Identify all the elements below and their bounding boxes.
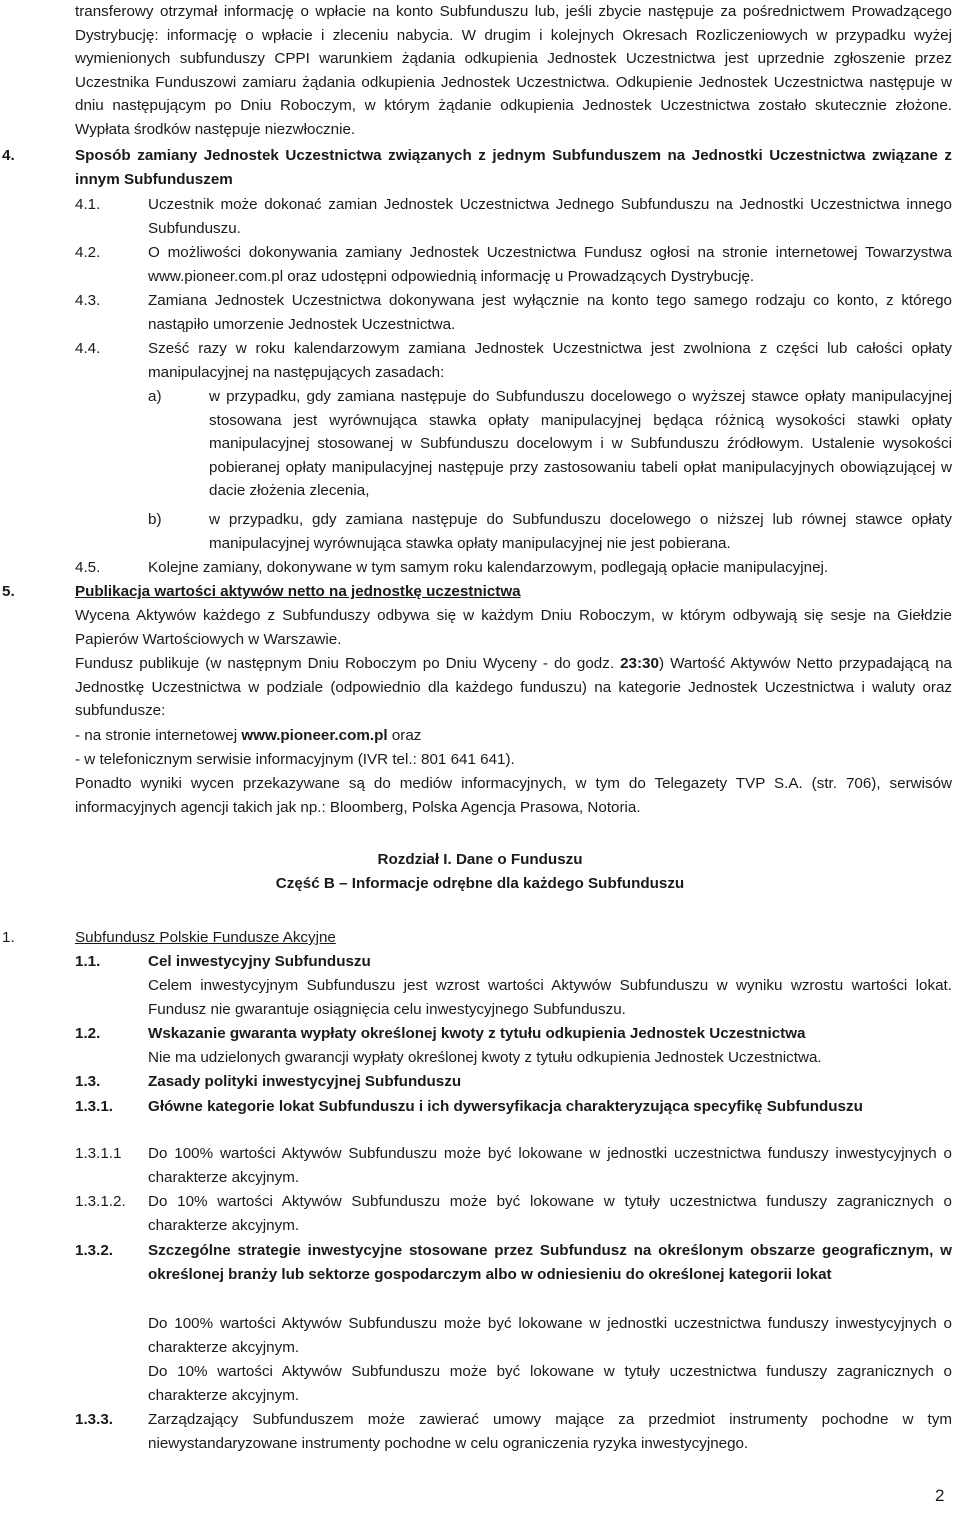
s132-paragraph-1: Do 100% wartości Aktywów Subfunduszu może być lokowane w jednostki uczestnictwa funduszy inwestycyjnych o charakterze akcyjnym. — [148, 1315, 952, 1356]
website-line — [75, 724, 952, 748]
subitem-b-number: b) — [148, 511, 162, 528]
item-4-3-text: Zamiana Jednostek Uczestnictwa dokonywana jest wyłącznie na konto tego samego rodzaju co konto, z którego nastąpiło umorzenie Jednostek Uczestnictwa. — [148, 292, 952, 333]
s1311-number: 1.3.1.1 — [75, 1145, 122, 1162]
s133-text: Zarządzający Subfunduszem może zawierać umowy mające za przedmiot instrumenty pochodne w tym niewystandaryzowane instrumenty pochodne w celu ograniczenia ryzyka inwestycyjnego. — [148, 1411, 952, 1452]
item-4-2-number: 4.2. — [75, 244, 101, 261]
section-4-number: 4. — [2, 147, 15, 164]
chapter-subtitle: Część B – Informacje odrębne dla każdego Subfunduszu — [275, 875, 685, 892]
page-number: 2 — [935, 1486, 945, 1505]
publication-time: 23:30 — [620, 655, 659, 672]
section-5-paragraph-2 — [75, 652, 952, 723]
item-4-5-number: 4.5. — [75, 559, 101, 576]
ivr-line: - w telefonicznym serwisie informacyjnym (IVR tel.: 801 641 641). — [75, 751, 515, 768]
item-4-1-number: 4.1. — [75, 196, 101, 213]
section-1-number: 1. — [2, 929, 15, 946]
s11-text: Celem inwestycyjnym Subfunduszu jest wzrost wartości Aktywów Subfunduszu w wyniku wzrostu wartości lokat. Fundusz nie gwarantuje osiągnięcia celu inwestycyjnego Subfunduszu. — [148, 977, 952, 1018]
item-4-5-text: Kolejne zamiany, dokonywane w tym samym roku kalendarzowym, podlegają opłacie manipulacyjnej. — [148, 559, 829, 576]
s12-heading: Wskazanie gwaranta wypłaty określonej kwoty z tytułu odkupienia Jednostek Uczestnictwa — [148, 1025, 806, 1042]
item-4-2-text: O możliwości dokonywania zamiany Jednostek Uczestnictwa Fundusz ogłosi na stronie internetowej Towarzystwa www.pioneer.com.pl oraz udostępni odpowiednią informację u Prowadzących Dystrybucję. — [148, 244, 952, 285]
section-1-heading: Subfundusz Polskie Fundusze Akcyjne — [75, 929, 336, 946]
subitem-a-text: w przypadku, gdy zamiana następuje do Subfunduszu docelowego o wyższej stawce opłaty manipulacyjnej stosowana jest wyrównująca stawka opłaty manipulacyjnej będąca różnicą wysokości stawki opłaty manipulacyjnej stosowanej w Subfunduszu docelowym i w Subfunduszu źródłowym. Ustalenie wysokości pobieranej opłaty manipulacyjnej następuje przy zastosowaniu tabeli opłat manipulacyjnych obowiązującej w dacie złożenia zlecenia, — [209, 388, 952, 499]
item-4-4-text: Sześć razy w roku kalendarzowym zamiana Jednostek Uczestnictwa jest zwolniona z części lub całości opłaty manipulacyjnej na następujących zasadach: — [148, 340, 952, 381]
s131-number: 1.3.1. — [75, 1098, 113, 1115]
section-5-number: 5. — [2, 583, 15, 600]
publication-text-end: ) Wartość Aktywów Netto przypadającą na Jednostkę Uczestnictwa w podziale (odpowiednio dla każdego funduszu) na kategorie Jednostek Uczestnictwa i waluty oraz subfundusze: — [75, 655, 952, 719]
s13-number: 1.3. — [75, 1073, 101, 1090]
item-4-3-number: 4.3. — [75, 292, 101, 309]
s11-heading: Cel inwestycyjny Subfunduszu — [148, 953, 371, 970]
section-4-heading: Sposób zamiany Jednostek Uczestnictwa związanych z jednym Subfunduszem na Jednostki Uczestnictwa związane z innym Subfunduszem — [75, 147, 952, 188]
s1312-text: Do 10% wartości Aktywów Subfunduszu może być lokowane w tytuły uczestnictwa funduszy zagranicznych o charakterze akcyjnym. — [148, 1193, 952, 1234]
section-5-paragraph-3: Ponadto wyniki wycen przekazywane są do mediów informacyjnych, w tym do Telegazety TVP S.A. (str. 706), serwisów informacyjnych agencji takich jak np.: Bloomberg, Polska Agencja Prasowa, Notoria. — [75, 775, 952, 816]
s1311-text: Do 100% wartości Aktywów Subfunduszu może być lokowane w jednostki uczestnictwa funduszy inwestycyjnych o charakterze akcyjnym. — [148, 1145, 952, 1186]
section-5-paragraph-1: Wycena Aktywów każdego z Subfunduszy odbywa się w każdym Dniu Roboczym, w którym odbywają się sesje na Giełdzie Papierów Wartościowych w Warszawie. — [75, 607, 952, 648]
s133-number: 1.3.3. — [75, 1411, 113, 1428]
item-4-1-text: Uczestnik może dokonać zamian Jednostek Uczestnictwa Jednego Subfunduszu na Jednostki Uczestnictwa innego Subfunduszu. — [148, 196, 952, 237]
website-suffix: oraz — [387, 727, 422, 744]
intro-paragraph: transferowy otrzymał informację o wpłacie na konto Subfunduszu lub, jeśli zbycie następuje za pośrednictwem Prowadzącego Dystrybucję: informację o wpłacie i zleceniu nabycia. W drugim i kolejnych Okresach Rozliczeniowych w przypadku wyżej wymienionych subfunduszy CPPI warunkiem żądania odkupienia Jednostek Uczestnictwa jest uprzednie zgłoszenie przez Uczestnika Funduszowi zamiaru żądania odkupienia Jednostek Uczestnictwa. Odkupienie Jednostek Uczestnictwa następuje w dniu następującym po Dniu Roboczym, w którym żądanie odkupienia Jednostek Uczestnictwa zostało skutecznie złożone. Wypłata środków następuje niezwłocznie. — [75, 3, 952, 138]
s132-heading: Szczególne strategie inwestycyjne stosowane przez Subfundusz na określonym obszarze geograficznym, w określonej branży lub sektorze gospodarczym albo w odniesieniu do określonej kategorii lokat — [148, 1242, 952, 1283]
s12-text: Nie ma udzielonych gwarancji wypłaty określonej kwoty z tytułu odkupienia Jednostek Uczestnictwa. — [148, 1049, 822, 1066]
s132-paragraph-2: Do 10% wartości Aktywów Subfunduszu może być lokowane w tytuły uczestnictwa funduszy zagranicznych o charakterze akcyjnym. — [148, 1363, 952, 1404]
s1312-number: 1.3.1.2. — [75, 1193, 126, 1210]
s11-number: 1.1. — [75, 953, 101, 970]
subitem-a-number: a) — [148, 388, 162, 405]
publication-text-start: Fundusz publikuje (w następnym Dniu Roboczym po Dniu Wyceny - do godz. — [75, 655, 621, 672]
s131-heading: Główne kategorie lokat Subfunduszu i ich dywersyfikacja charakteryzująca specyfikę Subfunduszu — [148, 1098, 863, 1115]
chapter-title: Rozdział I. Dane o Funduszu — [377, 851, 583, 868]
item-4-4-number: 4.4. — [75, 340, 101, 357]
subitem-b-text: w przypadku, gdy zamiana następuje do Subfunduszu docelowego o niższej lub równej stawce opłaty manipulacyjnej wyrównująca stawka opłaty manipulacyjnej nie jest pobierana. — [209, 511, 952, 552]
s132-number: 1.3.2. — [75, 1242, 113, 1259]
s13-heading: Zasady polityki inwestycyjnej Subfunduszu — [148, 1073, 462, 1090]
website-link[interactable]: www.pioneer.com.pl — [241, 727, 388, 744]
s12-number: 1.2. — [75, 1025, 101, 1042]
website-prefix: - na stronie internetowej — [75, 727, 242, 744]
section-5-heading: Publikacja wartości aktywów netto na jednostkę uczestnictwa — [75, 583, 521, 600]
